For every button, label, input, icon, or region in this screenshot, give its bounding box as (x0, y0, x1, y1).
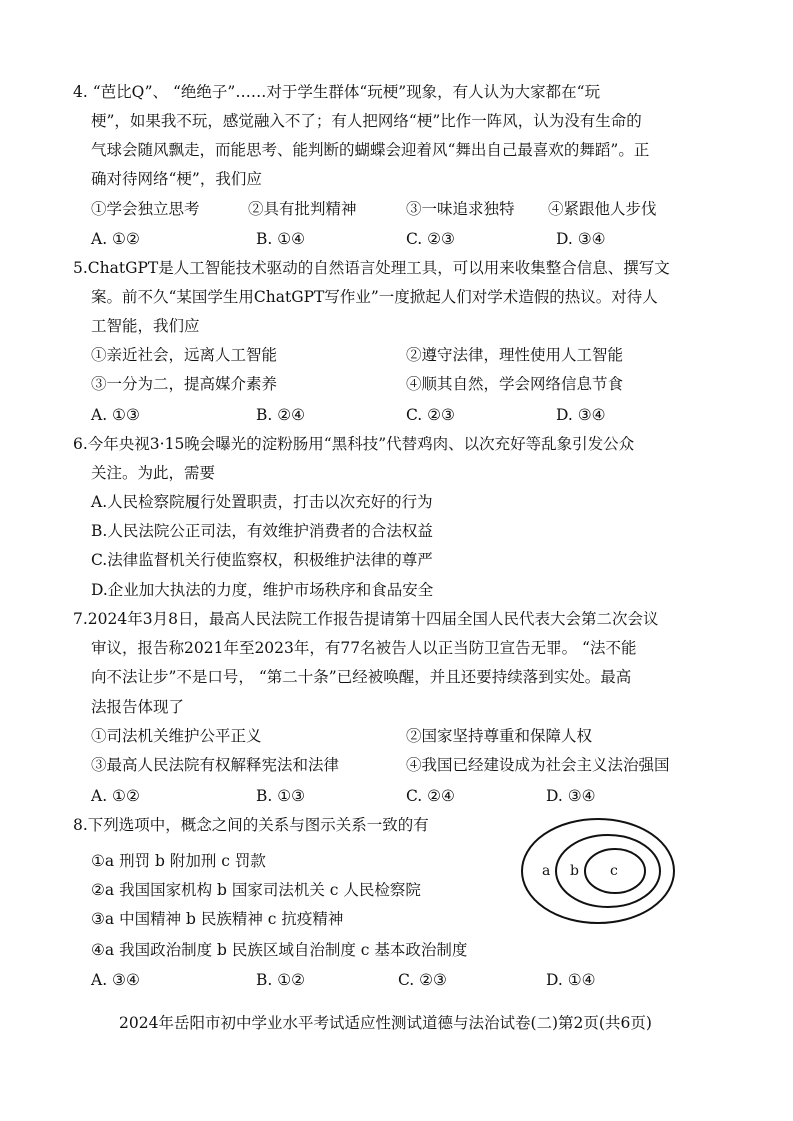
q8-statement-2: ②a 我国国家机构 b 国家司法机关 c 人民检察院 (91, 881, 421, 899)
q8-statement-4: ④a 我国政治制度 b 民族区域自治制度 c 基本政治制度 (91, 941, 468, 959)
label-b: b (570, 863, 579, 879)
q4-statement-4: ④紧跟他人步伐 (548, 200, 657, 218)
q5-choice-a[interactable]: A. ①③ (91, 406, 140, 424)
q8-stem: 8.下列选项中，概念之间的关系与图示关系一致的有 (73, 816, 429, 834)
q7-stem-line-1: 7.2024年3月8日，最高人民法院工作报告提请第十四届全国人民代表大会第二次会议 (73, 610, 659, 628)
q7-statement-2: ②国家坚持尊重和保障人权 (406, 727, 593, 745)
q8-choice-b[interactable]: B. ①② (256, 971, 306, 989)
q8-choice-d[interactable]: D. ①④ (546, 971, 596, 989)
label-a: a (542, 863, 551, 879)
q8-choice-c[interactable]: C. ②③ (398, 971, 447, 989)
q7-choice-a[interactable]: A. ①② (91, 787, 140, 805)
q8-statement-1: ①a 刑罚 b 附加刑 c 罚款 (91, 852, 266, 870)
q5-stem-line-2: 案。前不久“某国学生用ChatGPT写作业”一度掀起人们对学术造假的热议。对待人 (91, 288, 658, 306)
q4-stem-line-4: 确对待网络“梗”，我们应 (91, 170, 262, 188)
q4-stem-line-3: 气球会随风飘走，而能思考、能判断的蝴蝶会迎着风“舞出自己最喜欢的舞蹈”。正 (91, 141, 650, 159)
q7-stem-line-3: 向不法让步”不是口号， “第二十条”已经被唤醒，并且还要持续落到实处。最高 (91, 668, 632, 686)
q7-statement-4: ④我国已经建设成为社会主义法治强国 (406, 756, 670, 774)
q4-statement-1: ①学会独立思考 (91, 200, 200, 218)
q6-option-c[interactable]: C.法律监督机关行使监察权，积极维护法律的尊严 (91, 551, 433, 569)
q7-stem-line-2: 审议，报告称2021年至2023年，有77名被告人以正当防卫宣告无罪。 “法不能 (91, 639, 637, 657)
q4-choice-c[interactable]: C. ②③ (406, 230, 455, 248)
q4-choice-a[interactable]: A. ①② (91, 230, 140, 248)
q7-statement-3: ③最高人民法院有权解释宪法和法律 (91, 756, 340, 774)
q4-statement-2: ②具有批判精神 (248, 200, 357, 218)
q5-statement-4: ④顺其自然，学会网络信息节食 (406, 375, 624, 393)
concept-nesting-diagram (520, 816, 680, 926)
q6-option-d[interactable]: D.企业加大执法的力度，维护市场秩序和食品安全 (91, 581, 434, 599)
q4-choice-b[interactable]: B. ①④ (256, 230, 306, 248)
q4-stem-line-2: 梗”，如果我不玩，感觉融入不了；有人把网络“梗”比作一阵风，认为没有生命的 (91, 112, 642, 130)
q7-choice-d[interactable]: D. ③④ (546, 787, 596, 805)
q5-statement-1: ①亲近社会，远离人工智能 (91, 346, 278, 364)
q4-choice-d[interactable]: D. ③④ (556, 230, 606, 248)
q5-stem-line-3: 工智能，我们应 (91, 317, 200, 335)
page-footer: 2024年岳阳市初中学业水平考试适应性测试道德与法治试卷(二)第2页(共6页) (119, 1014, 652, 1032)
q8-statement-3: ③a 中国精神 b 民族精神 c 抗疫精神 (91, 910, 344, 928)
q8-choice-a[interactable]: A. ③④ (91, 971, 140, 989)
q7-choice-b[interactable]: B. ①③ (256, 787, 306, 805)
q7-stem-line-4: 法报告体现了 (91, 698, 185, 716)
q6-option-b[interactable]: B.人民法院公正司法，有效维护消费者的合法权益 (91, 522, 433, 540)
q6-option-a[interactable]: A.人民检察院履行处置职责，打击以次充好的行为 (91, 493, 433, 511)
q5-choice-c[interactable]: C. ②③ (406, 406, 455, 424)
q4-stem-line-1: 4. “芭比Q”、 “绝绝子”……对于学生群体“玩梗”现象，有人认为大家都在“玩 (73, 83, 601, 101)
q6-stem-line-1: 6.今年央视3·15晚会曝光的淀粉肠用“黑科技”代替鸡肉、以次充好等乱象引发公众 (73, 435, 635, 453)
q6-stem-line-2: 关注。为此，需要 (91, 464, 216, 482)
q5-statement-2: ②遵守法律，理性使用人工智能 (406, 346, 624, 364)
q5-statement-3: ③一分为二，提高媒介素养 (91, 375, 278, 393)
q5-stem-line-1: 5.ChatGPT是人工智能技术驱动的自然语言处理工具，可以用来收集整合信息、撰写文 (73, 259, 670, 277)
q5-choice-d[interactable]: D. ③④ (556, 406, 606, 424)
q7-statement-1: ①司法机关维护公平正义 (91, 727, 262, 745)
q4-statement-3: ③一味追求独特 (406, 200, 515, 218)
q5-choice-b[interactable]: B. ②④ (256, 406, 306, 424)
label-c: c (610, 863, 618, 879)
q7-choice-c[interactable]: C. ②④ (406, 787, 455, 805)
